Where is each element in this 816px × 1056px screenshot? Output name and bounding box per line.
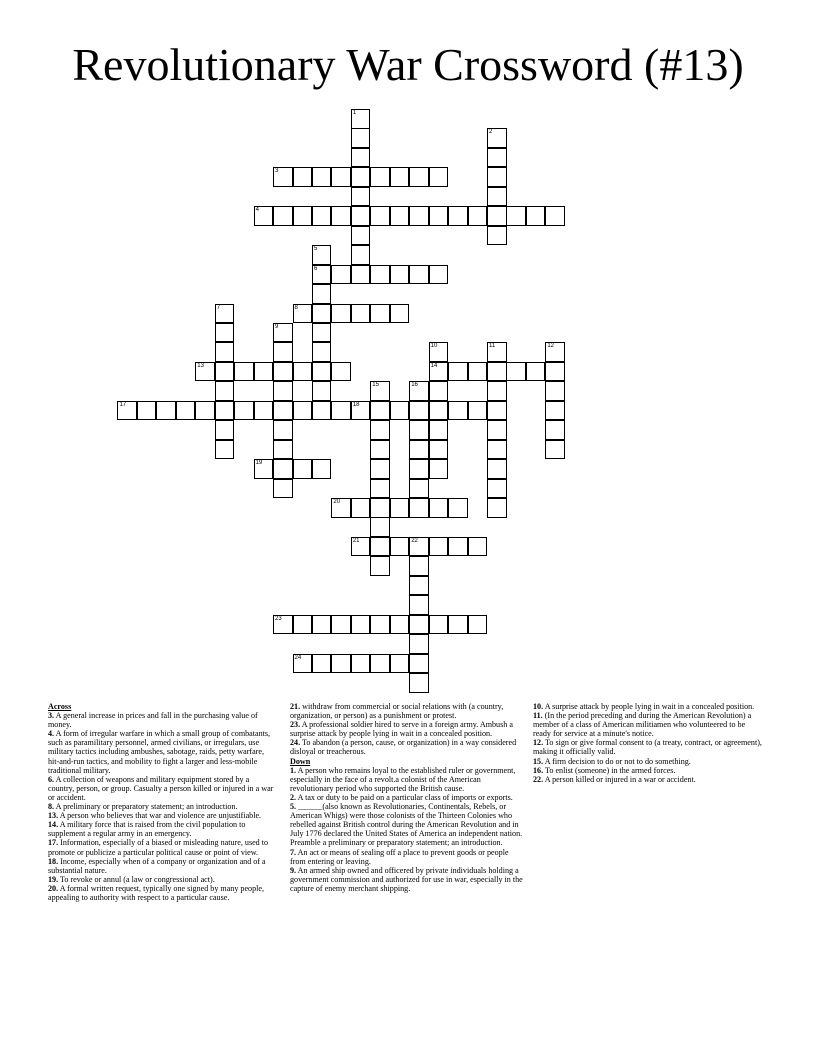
grid-cell[interactable] bbox=[409, 537, 429, 557]
grid-cell[interactable] bbox=[487, 148, 507, 168]
grid-cell[interactable] bbox=[409, 167, 429, 187]
grid-cell[interactable] bbox=[331, 206, 351, 226]
clue-text: Income, especially when of a company or organization and of a substantial nature. bbox=[48, 856, 266, 875]
clue-number: 3 bbox=[275, 168, 279, 175]
across-clue bbox=[290, 720, 524, 738]
grid-cell[interactable] bbox=[351, 109, 371, 129]
clue-num: 10. bbox=[533, 702, 544, 711]
grid-cell[interactable] bbox=[487, 381, 507, 401]
grid-cell[interactable] bbox=[195, 362, 215, 382]
grid-cell[interactable] bbox=[370, 537, 390, 557]
grid-cell[interactable] bbox=[409, 420, 429, 440]
grid-cell[interactable] bbox=[448, 401, 468, 421]
grid-cell[interactable] bbox=[234, 401, 254, 421]
grid-cell[interactable] bbox=[545, 440, 565, 460]
clue-number: 14 bbox=[430, 362, 438, 369]
grid-cell[interactable] bbox=[468, 362, 488, 382]
clue-num: 11. bbox=[533, 711, 543, 721]
grid-cell[interactable] bbox=[351, 226, 371, 246]
across-clue bbox=[48, 775, 276, 802]
grid-cell[interactable] bbox=[312, 615, 332, 635]
clue-number: 20 bbox=[333, 499, 341, 505]
grid-cell[interactable] bbox=[215, 342, 235, 362]
grid-cell[interactable] bbox=[390, 206, 410, 226]
clue-number: 22 bbox=[411, 537, 418, 544]
clue-num: 5. bbox=[290, 802, 297, 812]
clue-text: A military force that is raised from the civil population to supplement a regular army in an emergency. bbox=[48, 820, 246, 839]
grid-cell[interactable] bbox=[409, 615, 429, 635]
clue-text: An act or means of sealing off a place to prevent goods or people from entering or leaving. bbox=[290, 847, 509, 866]
clue-number: 17 bbox=[119, 401, 127, 408]
clue-text: An armed ship owned and officered by private individuals holding a government commission and authorized for use in war, especially in the capture of enemy merchant shipping. bbox=[290, 865, 523, 893]
grid-cell[interactable] bbox=[254, 459, 274, 479]
grid-cell[interactable] bbox=[409, 479, 429, 499]
clue-number: 6 bbox=[313, 265, 318, 272]
clue-text: (In the period preceding and during the American Revolution) a member of a class of American militiamen who volunteered to be ready for service at a minute's notice. bbox=[533, 711, 752, 739]
grid-cell[interactable] bbox=[448, 498, 468, 518]
grid-cell[interactable] bbox=[545, 342, 565, 362]
grid-cell[interactable] bbox=[312, 206, 332, 226]
grid-cell[interactable] bbox=[293, 304, 313, 324]
grid-cell[interactable] bbox=[409, 634, 429, 654]
page-title: Revolutionary War Crossword (#13) bbox=[72, 39, 744, 90]
grid-cell[interactable] bbox=[273, 459, 293, 479]
across-clue bbox=[48, 802, 276, 811]
grid-cell[interactable] bbox=[448, 206, 468, 226]
down-clue bbox=[533, 702, 765, 711]
grid-cell[interactable] bbox=[370, 440, 390, 460]
grid-cell[interactable] bbox=[331, 265, 351, 285]
clue-number: 5 bbox=[313, 246, 318, 253]
clues-column-3 bbox=[533, 702, 765, 784]
grid-cell[interactable] bbox=[506, 206, 526, 226]
grid-cell[interactable] bbox=[351, 245, 371, 265]
grid-cell[interactable] bbox=[331, 615, 351, 635]
grid-cell[interactable] bbox=[429, 381, 449, 401]
grid-cell[interactable] bbox=[254, 362, 274, 382]
clue-num: 17. bbox=[48, 838, 59, 848]
grid-cell[interactable] bbox=[429, 167, 449, 187]
grid-cell[interactable] bbox=[312, 401, 332, 421]
grid-cell[interactable] bbox=[312, 304, 332, 324]
clue-text: A surprise attack by people lying in wait in a concealed position. bbox=[543, 702, 755, 711]
clue-number: 24 bbox=[294, 654, 302, 661]
grid-cell[interactable] bbox=[215, 401, 235, 421]
down-clue bbox=[533, 766, 765, 775]
clue-text: To enlist (someone) in the armed forces. bbox=[543, 765, 676, 775]
grid-cell[interactable] bbox=[351, 304, 371, 324]
grid-cell[interactable] bbox=[215, 440, 235, 460]
grid-cell[interactable] bbox=[409, 401, 429, 421]
grid-cell[interactable] bbox=[468, 615, 488, 635]
clue-num: 18. bbox=[48, 856, 59, 866]
clue-text: A person who remains loyal to the established ruler or government, especially in the face of a revolt.a colonist of the American revolutionary period who supported the British cause. bbox=[290, 765, 516, 793]
grid-cell[interactable] bbox=[215, 420, 235, 440]
clue-number: 19 bbox=[255, 460, 263, 467]
grid-cell[interactable] bbox=[429, 537, 449, 557]
grid-cell[interactable] bbox=[331, 498, 351, 518]
grid-cell[interactable] bbox=[312, 459, 332, 479]
grid-cell[interactable] bbox=[254, 206, 274, 226]
down-clue bbox=[290, 866, 524, 893]
grid-cell[interactable] bbox=[351, 148, 371, 168]
clue-num: 8. bbox=[48, 802, 55, 812]
grid-cell[interactable] bbox=[312, 284, 332, 304]
grid-cell[interactable] bbox=[254, 401, 274, 421]
grid-cell[interactable] bbox=[117, 401, 137, 421]
grid-cell[interactable] bbox=[273, 479, 293, 499]
grid-cell[interactable] bbox=[545, 401, 565, 421]
grid-cell[interactable] bbox=[487, 226, 507, 246]
clue-number: 10 bbox=[430, 343, 438, 350]
grid-cell[interactable] bbox=[487, 401, 507, 421]
clue-num: 20. bbox=[48, 883, 59, 893]
grid-cell[interactable] bbox=[429, 401, 449, 421]
grid-cell[interactable] bbox=[195, 401, 215, 421]
grid-cell[interactable] bbox=[273, 440, 293, 460]
grid-cell[interactable] bbox=[312, 362, 332, 382]
down-header: Down bbox=[290, 756, 311, 766]
clue-number: 1 bbox=[352, 110, 357, 116]
across-clue bbox=[48, 838, 276, 856]
clue-number: 9 bbox=[275, 323, 279, 330]
grid-cell[interactable] bbox=[370, 479, 390, 499]
grid-cell[interactable] bbox=[273, 615, 293, 635]
clue-num: 14. bbox=[48, 820, 59, 830]
grid-cell[interactable] bbox=[312, 323, 332, 343]
clue-num: 24. bbox=[290, 738, 301, 748]
clue-num: 6. bbox=[48, 774, 55, 784]
grid-cell[interactable] bbox=[293, 459, 313, 479]
grid-cell[interactable] bbox=[293, 401, 313, 421]
grid-cell[interactable] bbox=[312, 167, 332, 187]
grid-cell[interactable] bbox=[293, 615, 313, 635]
across-clue bbox=[290, 738, 524, 756]
clue-number: 18 bbox=[352, 401, 360, 408]
grid-cell[interactable] bbox=[390, 167, 410, 187]
grid-cell[interactable] bbox=[390, 654, 410, 674]
grid-cell[interactable] bbox=[312, 342, 332, 362]
grid-cell[interactable] bbox=[312, 245, 332, 265]
grid-cell[interactable] bbox=[429, 498, 449, 518]
grid-cell[interactable] bbox=[487, 206, 507, 226]
grid-cell[interactable] bbox=[487, 167, 507, 187]
across-header: Across bbox=[48, 702, 72, 711]
clue-num: 1. bbox=[290, 765, 297, 775]
clue-text: A collection of weapons and military equipment stored by a country, person, or group. Casualty a person killed or injured in a war or accident. bbox=[48, 774, 274, 802]
grid-cell[interactable] bbox=[409, 595, 429, 615]
grid-cell[interactable] bbox=[390, 265, 410, 285]
clue-num: 15. bbox=[533, 756, 544, 766]
clue-text: A person killed or injured in a war or accident. bbox=[543, 774, 696, 784]
grid-cell[interactable] bbox=[448, 615, 468, 635]
grid-cell[interactable] bbox=[409, 265, 429, 285]
grid-cell[interactable] bbox=[312, 654, 332, 674]
clue-text: A preliminary or preparatory statement; an introduction. bbox=[54, 802, 238, 812]
grid-cell[interactable] bbox=[429, 206, 449, 226]
grid-cell[interactable] bbox=[409, 440, 429, 460]
clue-text: To revoke or annul (a law or congressional act). bbox=[58, 874, 215, 884]
grid-cell[interactable] bbox=[526, 206, 546, 226]
clue-text: A tax or duty to be paid on a particular class of imports or exports. bbox=[296, 792, 513, 802]
grid-cell[interactable] bbox=[429, 420, 449, 440]
clue-num: 23. bbox=[290, 720, 301, 730]
grid-cell[interactable] bbox=[390, 537, 410, 557]
grid-cell[interactable] bbox=[351, 167, 371, 187]
clues-column-2 bbox=[290, 702, 524, 893]
grid-cell[interactable] bbox=[331, 401, 351, 421]
across-clue bbox=[290, 702, 524, 720]
clue-num: 9. bbox=[290, 865, 297, 875]
clue-number: 11 bbox=[489, 343, 496, 350]
grid-cell[interactable] bbox=[545, 206, 565, 226]
grid-cell[interactable] bbox=[312, 265, 332, 285]
clue-num: 21. bbox=[290, 702, 301, 711]
clue-text: Information, especially of a biased or misleading nature, used to promote or publicize a particular political cause or point of view. bbox=[48, 838, 269, 857]
across-clue bbox=[48, 820, 276, 838]
grid-cell[interactable] bbox=[156, 401, 176, 421]
clue-num: 7. bbox=[290, 847, 297, 857]
down-clue bbox=[533, 738, 765, 756]
clue-text: A form of irregular warfare in which a small group of combatants, such as paramilitary personnel, armed civilians, or irregulars, use military tactics including ambushes, sabotage, raids, petty warfare, hit-and-run tactics, and mobility to fight a larger and less-mobile traditional military. bbox=[48, 729, 271, 775]
grid-cell[interactable] bbox=[273, 167, 293, 187]
clue-num: 22. bbox=[533, 774, 544, 784]
grid-cell[interactable] bbox=[273, 206, 293, 226]
grid-cell[interactable] bbox=[351, 265, 371, 285]
clue-number: 2 bbox=[489, 129, 493, 136]
grid-cell[interactable] bbox=[215, 323, 235, 343]
clue-number: 13 bbox=[197, 362, 204, 369]
grid-cell[interactable] bbox=[293, 167, 313, 187]
grid-cell[interactable] bbox=[487, 459, 507, 479]
grid-cell[interactable] bbox=[429, 440, 449, 460]
across-clue bbox=[48, 884, 276, 902]
grid-cell[interactable] bbox=[545, 362, 565, 382]
across-clue bbox=[48, 711, 276, 729]
down-clue bbox=[533, 757, 765, 766]
clue-num: 12. bbox=[533, 738, 544, 748]
across-clue bbox=[48, 729, 276, 774]
clue-number: 12 bbox=[547, 343, 555, 350]
grid-cell[interactable] bbox=[526, 362, 546, 382]
clue-text: ______(also known as Revolutionaries, Continentals, Rebels, or American Whigs) were those colonists of the Thirteen Colonies who rebelled against British control during the American Revolution and in July 1776 declared the United States of America an independent nation. Preamble a preliminary or preparatory statement; an introduction. bbox=[290, 802, 523, 848]
grid-cell[interactable] bbox=[429, 265, 449, 285]
grid-cell[interactable] bbox=[351, 206, 371, 226]
across-clue bbox=[48, 811, 276, 820]
clue-num: 16. bbox=[533, 765, 544, 775]
grid-cell[interactable] bbox=[370, 206, 390, 226]
clue-text: A person who believes that war and violence are unjustifiable. bbox=[58, 811, 262, 821]
clue-text: A general increase in prices and fall in the purchasing value of money. bbox=[48, 711, 258, 730]
grid-cell[interactable] bbox=[545, 381, 565, 401]
grid-cell[interactable] bbox=[506, 362, 526, 382]
clues-column-1 bbox=[48, 702, 276, 902]
grid-cell[interactable] bbox=[351, 401, 371, 421]
clue-number: 16 bbox=[411, 382, 418, 389]
clue-num: 3. bbox=[48, 711, 55, 721]
grid-cell[interactable] bbox=[370, 498, 390, 518]
grid-cell[interactable] bbox=[487, 420, 507, 440]
grid-cell[interactable] bbox=[351, 537, 371, 557]
grid-cell[interactable] bbox=[429, 342, 449, 362]
grid-cell[interactable] bbox=[370, 459, 390, 479]
grid-cell[interactable] bbox=[487, 440, 507, 460]
grid-cell[interactable] bbox=[390, 615, 410, 635]
grid-cell[interactable] bbox=[331, 654, 351, 674]
grid-cell[interactable] bbox=[370, 654, 390, 674]
grid-cell[interactable] bbox=[448, 537, 468, 557]
grid-cell[interactable] bbox=[370, 401, 390, 421]
clue-text: To abandon (a person, cause, or organization) in a way considered disloyal or treacherous. bbox=[290, 738, 517, 757]
grid-cell[interactable] bbox=[370, 556, 390, 576]
grid-cell[interactable] bbox=[409, 206, 429, 226]
grid-cell[interactable] bbox=[215, 304, 235, 324]
clue-num: 19. bbox=[48, 874, 59, 884]
grid-cell[interactable] bbox=[351, 128, 371, 148]
clue-text: To sign or give formal consent to (a treaty, contract, or agreement), making it officially valid. bbox=[533, 738, 762, 757]
grid-cell[interactable] bbox=[215, 362, 235, 382]
clue-number: 4 bbox=[255, 207, 259, 214]
grid-cell[interactable] bbox=[409, 459, 429, 479]
grid-cell[interactable] bbox=[409, 576, 429, 596]
down-clue bbox=[290, 802, 524, 847]
grid-cell[interactable] bbox=[331, 362, 351, 382]
grid-cell[interactable] bbox=[370, 304, 390, 324]
grid-cell[interactable] bbox=[468, 401, 488, 421]
grid-cell[interactable] bbox=[137, 401, 157, 421]
clue-number: 23 bbox=[275, 615, 282, 622]
grid-cell[interactable] bbox=[370, 420, 390, 440]
clue-text: withdraw from commercial or social relations with (a country, organization, or person) as a punishment or protest. bbox=[290, 702, 504, 721]
grid-cell[interactable] bbox=[487, 342, 507, 362]
grid-cell[interactable] bbox=[390, 498, 410, 518]
clue-num: 13. bbox=[48, 811, 59, 821]
grid-cell[interactable] bbox=[487, 187, 507, 207]
grid-cell[interactable] bbox=[409, 556, 429, 576]
grid-cell[interactable] bbox=[370, 167, 390, 187]
grid-cell[interactable] bbox=[545, 420, 565, 440]
grid-cell[interactable] bbox=[370, 517, 390, 537]
grid-cell[interactable] bbox=[331, 304, 351, 324]
down-clue bbox=[290, 848, 524, 866]
grid-cell[interactable] bbox=[351, 654, 371, 674]
grid-cell[interactable] bbox=[370, 381, 390, 401]
grid-cell[interactable] bbox=[293, 362, 313, 382]
grid-cell[interactable] bbox=[390, 304, 410, 324]
grid-cell[interactable] bbox=[468, 206, 488, 226]
grid-cell[interactable] bbox=[351, 615, 371, 635]
clue-text: A professional soldier hired to serve in a foreign army. Ambush a surprise attack by people lying in wait in a concealed position. bbox=[290, 720, 513, 739]
grid-cell[interactable] bbox=[429, 615, 449, 635]
grid-cell[interactable] bbox=[409, 654, 429, 674]
grid-cell[interactable] bbox=[487, 479, 507, 499]
grid-cell[interactable] bbox=[273, 323, 293, 343]
grid-cell[interactable] bbox=[312, 381, 332, 401]
grid-cell[interactable] bbox=[273, 381, 293, 401]
clue-num: 2. bbox=[290, 792, 297, 802]
grid-cell[interactable] bbox=[409, 498, 429, 518]
grid-cell[interactable] bbox=[409, 673, 429, 693]
grid-cell[interactable] bbox=[429, 459, 449, 479]
grid-cell[interactable] bbox=[487, 362, 507, 382]
down-clue bbox=[290, 766, 524, 793]
grid-cell[interactable] bbox=[448, 362, 468, 382]
grid-cell[interactable] bbox=[273, 362, 293, 382]
grid-cell[interactable] bbox=[293, 654, 313, 674]
grid-cell[interactable] bbox=[487, 128, 507, 148]
grid-cell[interactable] bbox=[390, 401, 410, 421]
grid-cell[interactable] bbox=[176, 401, 196, 421]
grid-cell[interactable] bbox=[351, 187, 371, 207]
clue-number: 15 bbox=[372, 382, 379, 389]
grid-cell[interactable] bbox=[293, 206, 313, 226]
clue-text: A firm decision to do or not to do something. bbox=[543, 756, 691, 766]
grid-cell[interactable] bbox=[370, 265, 390, 285]
across-clue bbox=[48, 857, 276, 875]
grid-cell[interactable] bbox=[370, 615, 390, 635]
clue-number: 8 bbox=[294, 304, 298, 311]
grid-cell[interactable] bbox=[331, 167, 351, 187]
grid-cell[interactable] bbox=[215, 381, 235, 401]
grid-cell[interactable] bbox=[487, 498, 507, 518]
down-clue bbox=[533, 775, 765, 784]
clue-num: 4. bbox=[48, 729, 55, 739]
grid-cell[interactable] bbox=[273, 420, 293, 440]
grid-cell[interactable] bbox=[273, 342, 293, 362]
clue-text: A formal written request, typically one signed by many people, appealing to authority with respect to a particular cause. bbox=[48, 883, 265, 902]
grid-cell[interactable] bbox=[409, 381, 429, 401]
grid-cell[interactable] bbox=[468, 537, 488, 557]
clue-number: 21 bbox=[352, 537, 360, 544]
down-clue bbox=[533, 711, 765, 738]
grid-cell[interactable] bbox=[429, 362, 449, 382]
clue-number: 7 bbox=[216, 304, 221, 311]
across-clue bbox=[48, 875, 276, 884]
grid-cell[interactable] bbox=[234, 362, 254, 382]
down-clue bbox=[290, 793, 524, 802]
grid-cell[interactable] bbox=[351, 498, 371, 518]
grid-cell[interactable] bbox=[273, 401, 293, 421]
